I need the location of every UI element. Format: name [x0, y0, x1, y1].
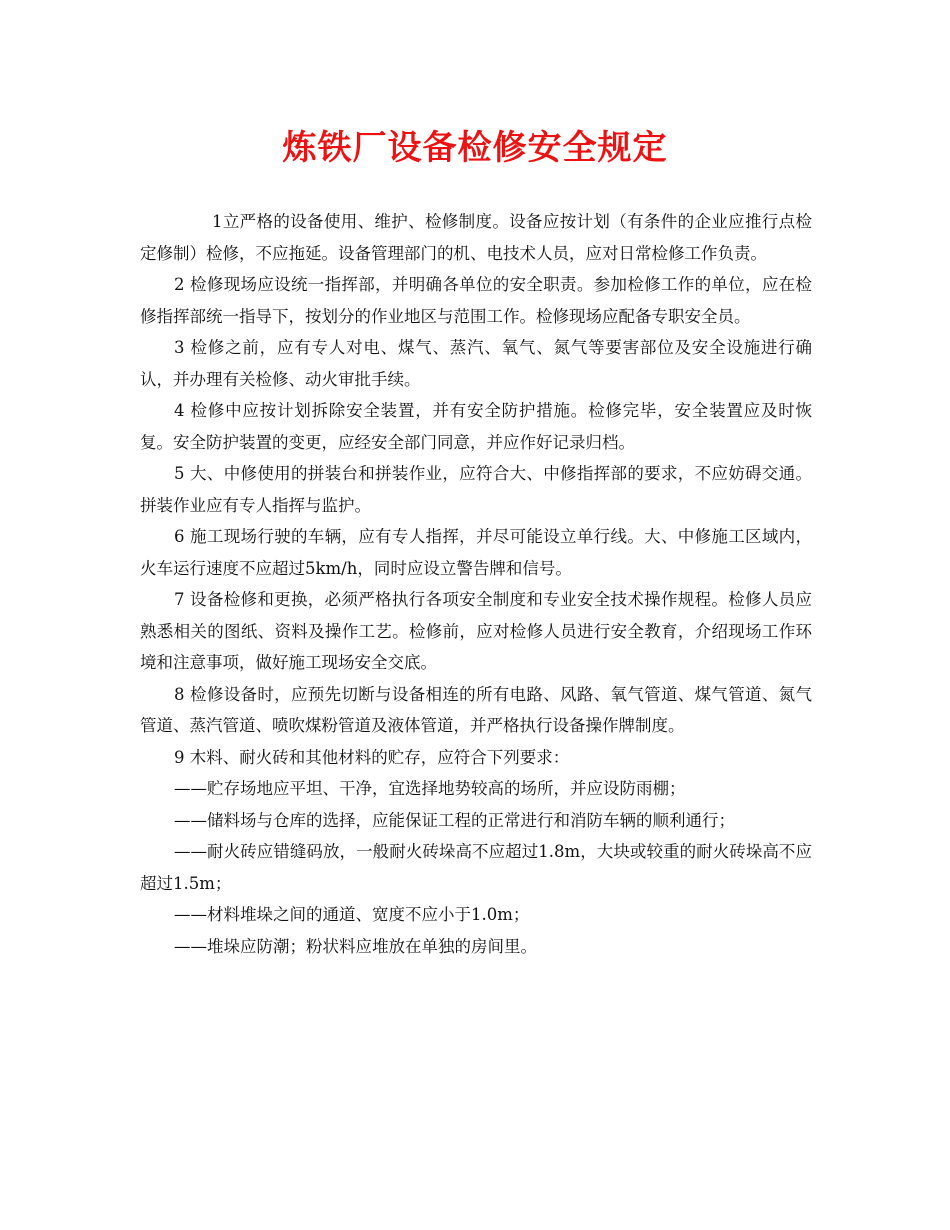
- list-item-aisle-width: ——材料堆垛之间的通道、宽度不应小于1.0m；: [174, 905, 530, 924]
- list-item-storage-site: ——贮存场地应平坦、干净，宜选择地势较高的场所，并应设防雨棚；: [174, 779, 686, 798]
- paragraph-1: 1立严格的设备使用、维护、检修制度。设备应按计划（有条件的企业应推行点检定修制）检修，不应拖延。设备管理部门的机、电技术人员，应对日常检修工作负责。: [140, 212, 812, 263]
- document-body: [140, 206, 812, 962]
- paragraph-5: 5 大、中修使用的拼装台和拼装作业，应符合大、中修指挥部的要求，不应妨碍交通。拼装作业应有专人指挥与监护。: [140, 464, 812, 515]
- list-item-moisture: ——堆垛应防潮；粉状料应堆放在单独的房间里。: [174, 936, 537, 956]
- paragraph-6: 6 施工现场行驶的车辆，应有专人指挥，并尽可能设立单行线。大、中修施工区域内，火车运行速度不应超过5km/h，同时应设立警告牌和信号。: [140, 527, 812, 578]
- paragraph-2: 2 检修现场应设统一指挥部，并明确各单位的安全职责。参加检修工作的单位，应在检修指挥部统一指导下，按划分的作业地区与范围工作。检修现场应配备专职安全员。: [140, 275, 812, 326]
- paragraph-9: 9 木料、耐火砖和其他材料的贮存，应符合下列要求：: [174, 747, 570, 767]
- list-item-brick-stacking: ——耐火砖应错缝码放，一般耐火砖垛高不应超过1.8m，大块或较重的耐火砖垛高不应超过1.5m；: [140, 842, 812, 893]
- document-title: 炼铁厂设备检修安全规定: [282, 128, 668, 168]
- paragraph-7: 7 设备检修和更换，必须严格执行各项安全制度和专业安全技术操作规程。检修人员应熟悉相关的图纸、资料及操作工艺。检修前，应对检修人员进行安全教育，介绍现场工作环境和注意事项，做好施工现场安全交底。: [140, 590, 812, 672]
- paragraph-3: 3 检修之前，应有专人对电、煤气、蒸汽、氧气、氮气等要害部位及安全设施进行确认，并办理有关检修、动火审批手续。: [140, 338, 812, 389]
- list-item-warehouse: ——储料场与仓库的选择，应能保证工程的正常进行和消防车辆的顺利通行；: [174, 810, 735, 830]
- paragraph-8: 8 检修设备时，应预先切断与设备相连的所有电路、风路、氧气管道、煤气管道、氮气管道、蒸汽管道、喷吹煤粉管道及液体管道，并严格执行设备操作牌制度。: [140, 684, 812, 735]
- paragraph-4: 4 检修中应按计划拆除安全装置，并有安全防护措施。检修完毕，安全装置应及时恢复。安全防护装置的变更，应经安全部门同意，并应作好记录归档。: [140, 401, 812, 452]
